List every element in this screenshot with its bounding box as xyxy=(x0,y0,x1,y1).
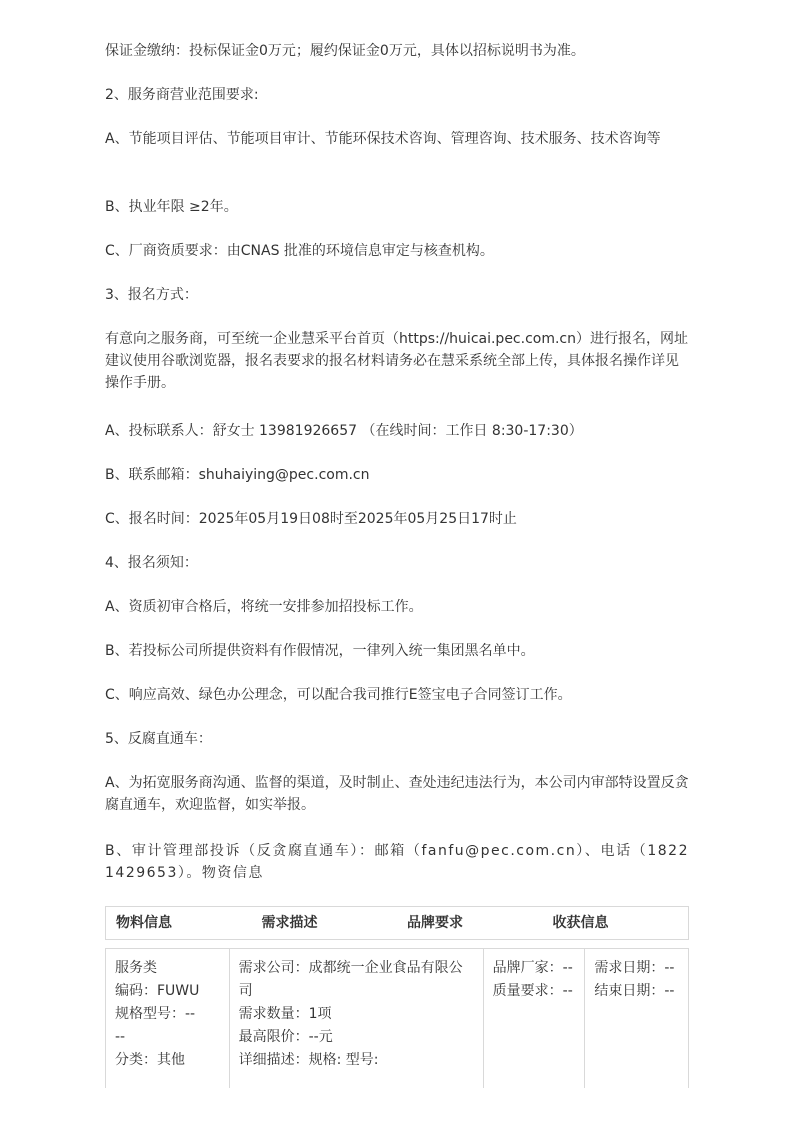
contact-person-paragraph: A、投标联系人：舒女士 13981926657 （在线时间：工作日 8:30-17:30） xyxy=(105,423,583,439)
delivery-info-cell xyxy=(584,949,688,1088)
material-code: 编码：FUWU xyxy=(115,983,200,999)
notice-a-paragraph: A、资质初审合格后，将统一安排参加招投标工作。 xyxy=(105,599,423,615)
scope-b-paragraph: B、执业年限 ≥2年。 xyxy=(105,199,238,215)
header-demand-desc: 需求描述 xyxy=(261,915,318,931)
material-table-row xyxy=(105,948,689,1088)
header-brand-req: 品牌要求 xyxy=(407,915,463,931)
material-class: 分类：其他 xyxy=(115,1052,185,1068)
notice-c-paragraph: C、响应高效、绿色办公理念，可以配合我司推行E签宝电子合同签订工作。 xyxy=(105,687,572,703)
material-table-header xyxy=(105,906,689,940)
demand-detail: 详细描述：规格: 型号: xyxy=(238,1052,379,1068)
material-category: 服务类 xyxy=(115,960,157,976)
demand-company: 需求公司：成都统一企业食品有限公司 xyxy=(238,960,463,999)
section-2-heading: 2、服务商营业范围要求: xyxy=(105,87,259,103)
header-material-info: 物料信息 xyxy=(116,915,172,931)
registration-paragraph: 有意向之服务商，可至统一企业慧采平台首页（https://huicai.pec.com.cn）进行报名，网址建议使用谷歌浏览器，报名表要求的报名材料请务必在慧采系统全部上传，具体报名操作详见操作手册。 xyxy=(105,331,689,391)
brand-maker: 品牌厂家：-- xyxy=(492,960,573,976)
scope-a-paragraph: A、节能项目评估、节能项目审计、节能环保技术咨询、管理咨询、技术服务、技术咨询等 xyxy=(105,131,661,147)
demand-date: 需求日期：-- xyxy=(594,960,675,976)
demand-desc-cell xyxy=(229,949,483,1088)
brand-req-cell xyxy=(483,949,585,1088)
quality-req: 质量要求：-- xyxy=(492,983,573,999)
section-3-heading: 3、报名方式： xyxy=(105,287,198,303)
header-delivery-info: 收获信息 xyxy=(552,915,609,931)
material-spec-cont: -- xyxy=(115,1029,126,1045)
material-info-cell xyxy=(106,949,229,1088)
scope-c-paragraph: C、厂商资质要求：由CNAS 批准的环境信息审定与核查机构。 xyxy=(105,243,494,259)
anticorruption-a-paragraph: A、为拓宽服务商沟通、监督的渠道，及时制止、查处违纪违法行为，本公司内审部特设置反贪腐直通车，欢迎监督，如实举报。 xyxy=(105,775,689,813)
end-date: 结束日期：-- xyxy=(594,983,675,999)
material-spec: 规格型号：-- xyxy=(115,1006,196,1022)
registration-time-paragraph: C、报名时间：2025年05月19日08时至2025年05月25日17时止 xyxy=(105,511,517,527)
demand-max-price: 最高限价：--元 xyxy=(238,1029,333,1045)
section-5-heading: 5、反腐直通车： xyxy=(105,731,212,747)
section-4-heading: 4、报名须知： xyxy=(105,555,198,571)
notice-b-paragraph: B、若投标公司所提供资料有作假情况，一律列入统一集团黑名单中。 xyxy=(105,643,535,659)
demand-quantity: 需求数量：1项 xyxy=(238,1006,332,1022)
deposit-paragraph: 保证金缴纳：投标保证金0万元；履约保证金0万元，具体以招标说明书为准。 xyxy=(105,43,585,59)
contact-email-paragraph: B、联系邮箱：shuhaiying@pec.com.cn xyxy=(105,467,370,483)
anticorruption-b-paragraph: B、审计管理部投诉（反贪腐直通车）：邮箱（fanfu@pec.com.cn）、电话（18221429653）。物资信息 xyxy=(105,843,689,881)
